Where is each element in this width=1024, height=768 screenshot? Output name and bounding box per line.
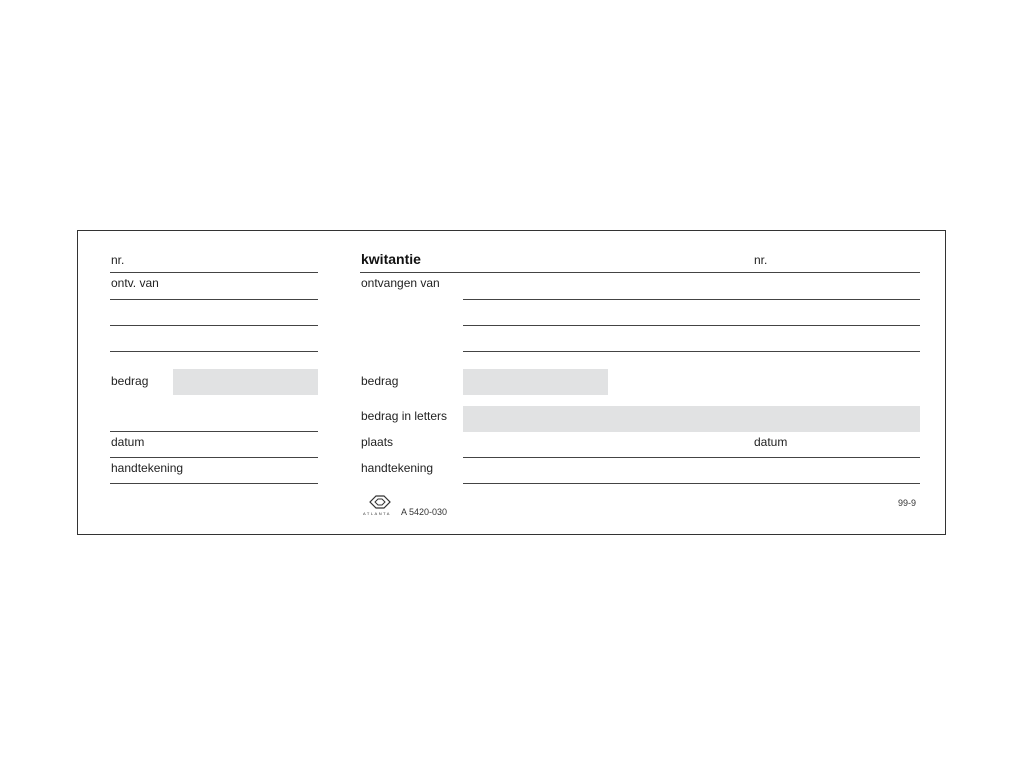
receipt-amount-in-letters-label: bedrag in letters	[361, 409, 448, 423]
stub-separator-line	[110, 431, 318, 432]
stub-received-from-line-2[interactable]	[110, 325, 318, 326]
stub-signature-label: handtekening	[111, 461, 184, 475]
stub-amount-label: bedrag	[111, 374, 149, 388]
receipt-form	[77, 230, 946, 535]
receipt-signature-line[interactable]	[463, 483, 920, 484]
product-code: A 5420-030	[401, 507, 448, 517]
brand-name: ATLANTA	[363, 511, 391, 516]
receipt-signature-label: handtekening	[361, 461, 434, 475]
receipt-amount-label: bedrag	[361, 374, 399, 388]
receipt-received-from-line-2[interactable]	[463, 325, 920, 326]
receipt-place-date-line[interactable]	[463, 457, 920, 458]
stub-amount-field[interactable]	[173, 369, 318, 395]
stub-received-from-line-3[interactable]	[110, 351, 318, 352]
receipt-header-line[interactable]	[360, 272, 920, 273]
version-code: 99-9	[898, 498, 917, 508]
stub-received-from-line-1[interactable]	[110, 299, 318, 300]
receipt-nr-label: nr.	[754, 253, 768, 267]
stub-date-label: datum	[111, 435, 145, 449]
receipt-date-label: datum	[754, 435, 788, 449]
receipt-amount-field[interactable]	[463, 369, 608, 395]
stub-date-line[interactable]	[110, 457, 318, 458]
receipt-title: kwitantie	[361, 251, 421, 267]
stub-received-from-label: ontv. van	[111, 276, 159, 290]
receipt-received-from-label: ontvangen van	[361, 276, 440, 290]
stub-nr-line[interactable]	[110, 272, 318, 273]
receipt-place-label: plaats	[361, 435, 394, 449]
stub-signature-line[interactable]	[110, 483, 318, 484]
receipt-amount-in-letters-field[interactable]	[463, 406, 920, 432]
atlanta-logo-icon	[368, 495, 392, 509]
stub-nr-label: nr.	[111, 253, 125, 267]
receipt-received-from-line-1[interactable]	[463, 299, 920, 300]
receipt-received-from-line-3[interactable]	[463, 351, 920, 352]
